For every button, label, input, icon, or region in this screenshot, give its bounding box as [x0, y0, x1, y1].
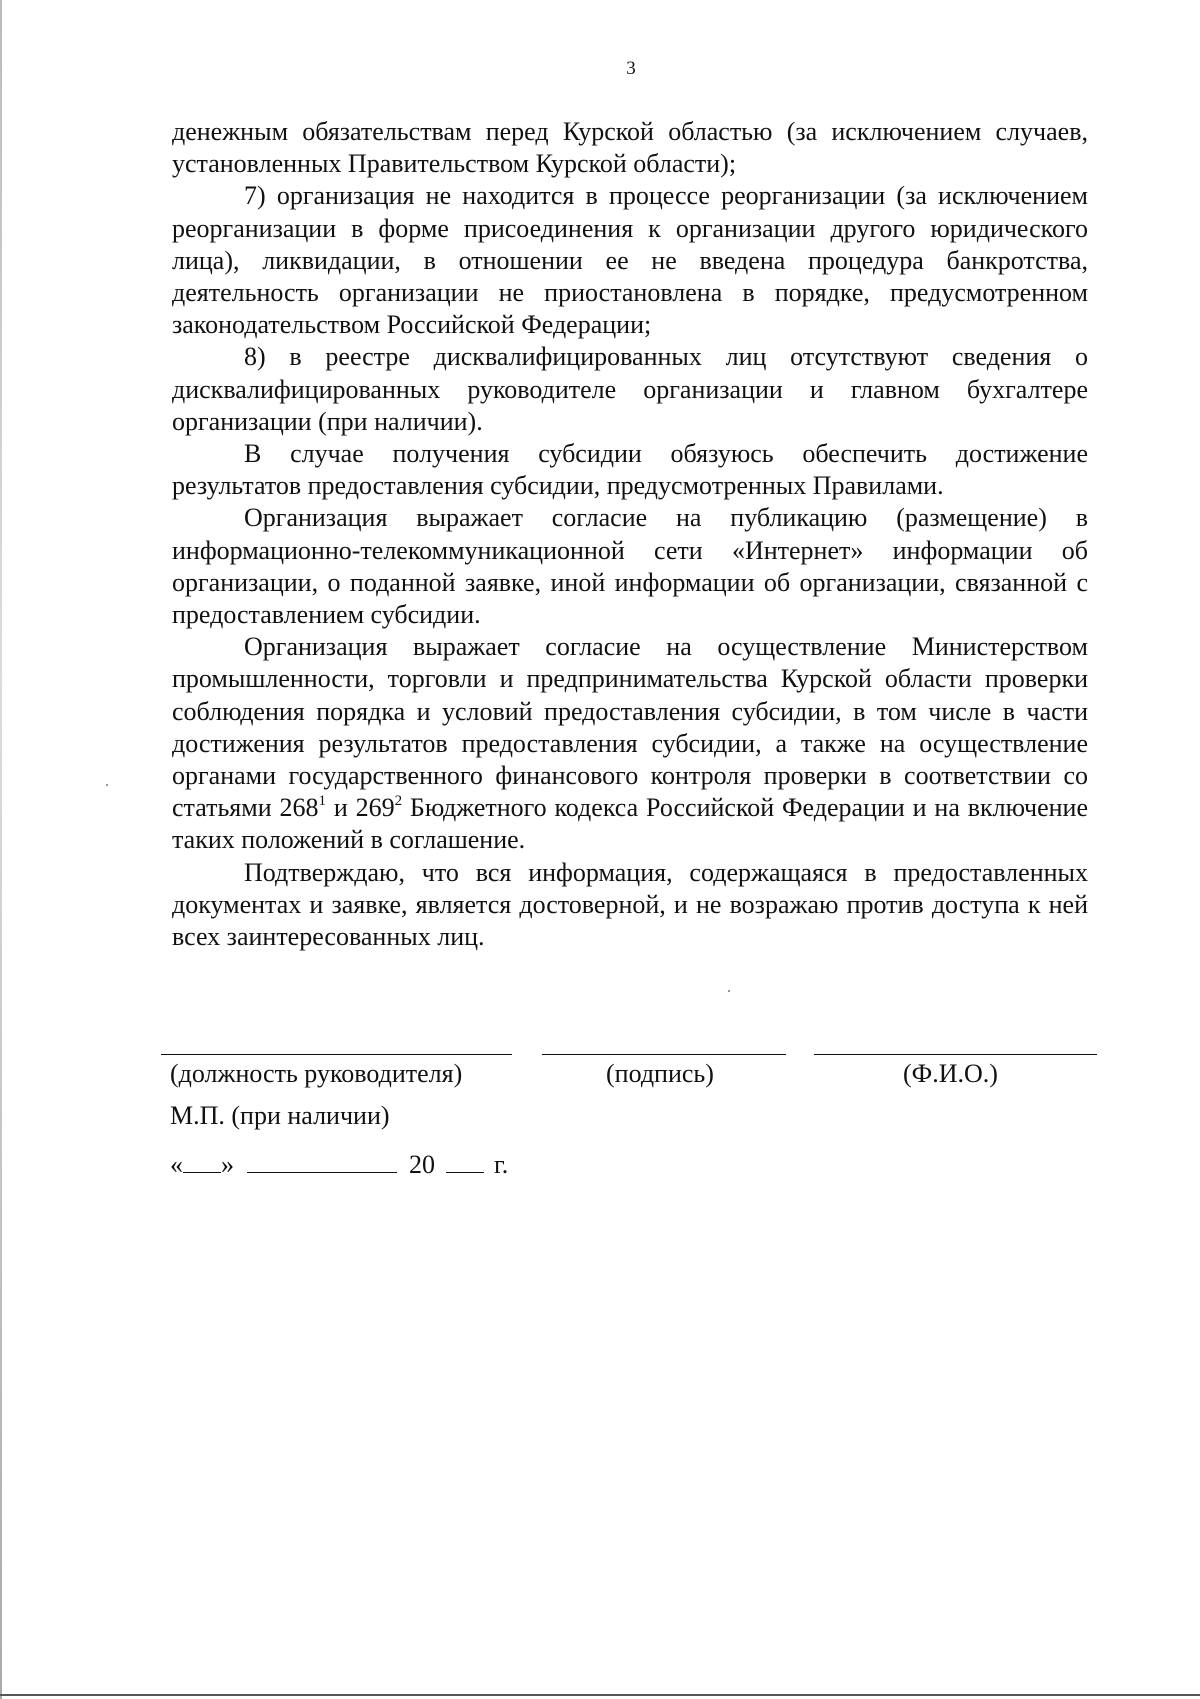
- paragraph-text: 8) в реестре дисквалифицированных лиц отсутствуют сведения о дисквалифицированных руководителе организации и главном бухгалтере организации (при наличии).: [172, 342, 1088, 436]
- stamp-placeholder: М.П. (при наличии): [170, 1101, 390, 1130]
- year-prefix: 20: [409, 1150, 435, 1179]
- paragraph-text: Организация выражает согласие на осуществление Министерством промышленности, торговли и предпринимательства Курской области проверки соблюдения порядка и условий предоставления субсидии, в том числе в части достижения результатов предоставления субсидии, а также на осуществление органами государственного финансового контроля проверки в соответствии со статьями 268: [172, 632, 1088, 823]
- paragraph: [172, 180, 1088, 341]
- scan-edge-left: [0, 0, 2, 1699]
- paragraph: [172, 438, 1088, 502]
- paragraph: [172, 857, 1088, 954]
- full-name-label: (Ф.И.О.): [903, 1059, 998, 1088]
- date-open-quote: «: [170, 1150, 183, 1179]
- paragraph-text: и 269: [325, 793, 395, 823]
- position-label: (должность руководителя): [170, 1059, 463, 1088]
- year-blank: [446, 1150, 484, 1173]
- paragraph-text: Бюджетного кодекса Российской Федерации и на включение таких положений в соглашение.: [172, 793, 1088, 855]
- signature-label: (подпись): [606, 1059, 714, 1088]
- signature-line: [542, 1054, 786, 1055]
- scan-speck: [728, 990, 730, 992]
- paragraph-text: 7) организация не находится в процессе реорганизации (за исключением реорганизации в форме присоединения к организации другого юридического лица), ликвидации, в отношении ее не введена процедура банкротства, деятельность организации не приостановлена в порядке, предусмотренном законодательством Российской Федерации;: [172, 181, 1088, 340]
- scan-speck: [106, 784, 108, 786]
- paragraph: [172, 631, 1088, 856]
- paragraph: [172, 341, 1088, 438]
- paragraph-text: В случае получения субсидии обязуюсь обеспечить достижение результатов предоставления субсидии, предусмотренных Правилами.: [172, 439, 1088, 501]
- paragraph-text: Подтверждаю, что вся информация, содержащаяся в предоставленных документах и заявке, является достоверной, и не возражаю против доступа к ней всех заинтересованных лиц.: [172, 857, 1088, 952]
- date-line: [170, 1149, 508, 1181]
- year-suffix: г.: [494, 1150, 509, 1179]
- page-number: 3: [626, 58, 636, 79]
- scan-edge-bottom: [0, 1694, 1200, 1696]
- date-close-quote: »: [221, 1150, 234, 1179]
- position-signature-line: [161, 1054, 512, 1055]
- month-blank: [247, 1150, 397, 1173]
- paragraph: [172, 502, 1088, 631]
- paragraph: [172, 116, 1088, 180]
- paragraph-text: денежным обязательствам перед Курской областью (за исключением случаев, установленных Правительством Курской области);: [172, 117, 1088, 179]
- name-signature-line: [814, 1054, 1097, 1055]
- superscript: 1: [318, 793, 326, 810]
- day-blank: [183, 1150, 221, 1173]
- superscript: 2: [394, 793, 403, 810]
- document-body: [172, 116, 1088, 953]
- paragraph-text: Организация выражает согласие на публикацию (размещение) в информационно-телекоммуникационной сети «Интернет» информации об организации, о поданной заявке, иной информации об организации, связанной с предоставлением субсидии.: [172, 503, 1088, 630]
